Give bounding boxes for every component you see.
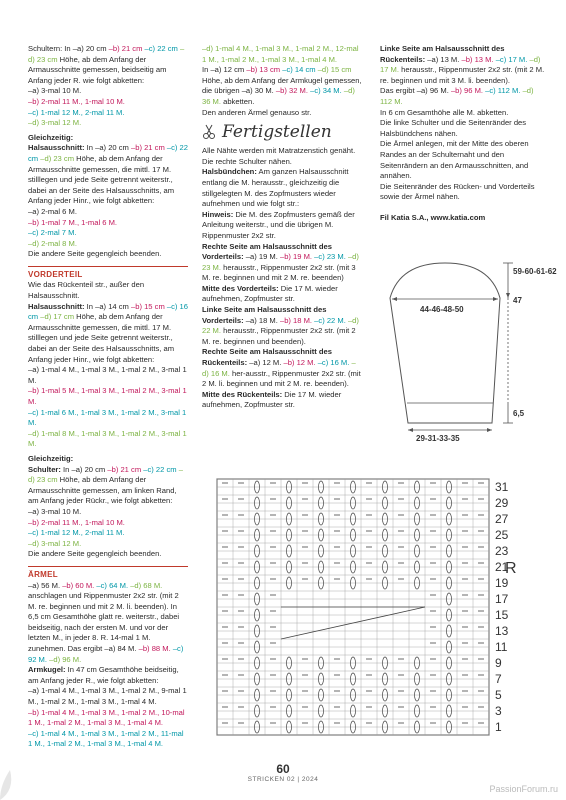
size-c: –c) 92 M. xyxy=(28,644,184,664)
list-item: –d) 3-mal 12 M. xyxy=(28,538,82,548)
divider xyxy=(28,566,188,567)
size-c: –c) 22 cm xyxy=(143,464,177,474)
size-c: –c) 16 M. xyxy=(317,358,350,368)
cap-paragraph xyxy=(28,665,188,686)
list-item: –b) 2-mal 11 M., 1-mal 10 M. xyxy=(28,517,125,527)
page-footer xyxy=(0,762,566,783)
label: Linke Seite am Halsausschnitt des Rückenteils: xyxy=(380,44,505,64)
title-text: Fertigstellen xyxy=(222,121,332,142)
size-d: –d) 16 M. xyxy=(202,358,356,378)
scissors-icon xyxy=(202,124,216,140)
size-a: –a) 14 cm xyxy=(95,301,129,311)
label: Halsausschnitt: xyxy=(28,301,85,311)
text: herausstr., Rippenmuster 2x2 str. (mit 2 M. re. beginnen und beenden). xyxy=(202,326,356,346)
list-item: –a) 2-mal 6 M. xyxy=(28,206,77,216)
section-heading: VORDERTEIL xyxy=(28,269,83,279)
list-item: –c) 1-mal 12 M., 2-mal 11 M. xyxy=(28,528,125,538)
row-label: 15 xyxy=(495,608,509,622)
text: Die 17 M. wieder aufnehmen, Zopfmuster str. xyxy=(202,283,338,304)
list-item: –d) 1-mal 8 M., 1-mal 3 M., 1-mal 2 M., 3-mal 1 M. xyxy=(28,428,187,449)
lsv-paragraph xyxy=(202,305,362,347)
mv-paragraph xyxy=(202,284,362,305)
size-b: –b) 15 cm xyxy=(131,301,165,311)
label: Mitte des Vorderteils: xyxy=(202,283,279,293)
neck-paragraph xyxy=(28,143,188,207)
magazine-name: STRICKEN 02 | 2024 xyxy=(247,776,319,783)
text: Die andere Seite gegengleich beenden. xyxy=(28,249,162,259)
size-b: –b) 21 cm xyxy=(107,464,142,474)
size-d: –d) 17 M. xyxy=(380,54,541,75)
size-b: –b) 18 M. xyxy=(279,315,313,325)
mid-label: 44-46-48-50 xyxy=(420,305,464,314)
size-c: –c) 16 cm xyxy=(28,301,188,322)
text: In 47 cm Gesamthöhe beidseitig, am Anfang jeder R., wie folgt abketten: xyxy=(28,665,179,685)
text: anschlagen und Rippenmuster 2x2 str. (mit 2 M. re. beginnen und mit 2 M. li. beenden). In 6,5 cm Gesamthöhe glatt re. weiterstr., dabei beidseitig, nach der ersten M. und vor der letzten M., in jeder 8. R. 14-mal 1 M. zunehmen. Das ergibt xyxy=(28,591,180,654)
label: Rechte Seite am Halsausschnitt des Vorderteils: xyxy=(202,241,332,262)
row-label: 21 xyxy=(495,560,509,574)
size-b: –b) 13 cm xyxy=(246,65,281,75)
chart-row-labels xyxy=(495,480,509,734)
top-label: 59-60-61-62 xyxy=(513,267,557,276)
size-c: –c) 22 cm xyxy=(144,44,178,53)
size-d: –d) 15 cm xyxy=(317,65,352,75)
size-a: –a) 12 M. xyxy=(249,358,282,368)
text: Schultern: In xyxy=(28,44,73,53)
text: herausstr., Rippenmuster 2x2 str. (mit 2 M. re. beginnen und mit 3 M. li. beenden). xyxy=(380,65,545,85)
size-c: –c) 112 M. xyxy=(485,86,521,96)
text: Die M. des Zopfmusters gemäß der Anleitung weiterstr., und die übrigen M. Rippenmuster 2x2 str. xyxy=(202,209,355,240)
text: Den anderen Ärmel genauso str. xyxy=(202,107,312,117)
list-item: –c) 2-mal 7 M. xyxy=(28,228,77,238)
size-c: –c) 22 cm xyxy=(28,143,188,163)
size-b: –b) 21 cm xyxy=(131,143,165,153)
text: Die linke Schulter und die Seitenränder des Halsbündchens nähen. xyxy=(380,118,527,138)
text: Die Seitenränder des Rücken- und Vorderteils sowie der Ärmel nähen. xyxy=(380,181,535,202)
size-b: –b) 13 M. xyxy=(461,54,494,64)
list-item: –d) 3-mal 12 M. xyxy=(28,118,82,128)
list-item: –d) 1-mal 4 M., 1-mal 3 M., 1-mal 2 M., 12-mal 1 M., 1-mal 2 M., 1-mal 3 M., 1-mal 4 M. xyxy=(202,44,359,64)
row-label: 17 xyxy=(495,592,509,606)
label: Armkugel: xyxy=(28,665,66,675)
label: Hinweis: xyxy=(202,209,234,219)
text: herausstr., Rippenmuster 2x2 str. (mit 3 M. re. beginnen und mit 2 M. re. beenden) xyxy=(202,262,356,283)
text: her-ausstr., Rippenmuster 2x2 str. (mit 2 M. li. beginnen und mit 2 M. re. beenden). xyxy=(202,368,361,389)
list-item: –c) 1-mal 4 M., 1-mal 3 M., 1-mal 2 M., 11-mal 1 M., 1-mal 2 M., 1-mal 3 M., 1-mal 4 M. xyxy=(28,728,184,749)
row-label: 31 xyxy=(495,480,509,494)
section-heading: ÄRMEL xyxy=(28,569,58,579)
neckband-paragraph xyxy=(202,167,362,209)
text: Die Ärmel anlegen, mit der Mitte des oberen Randes an der Schulternaht und den Seitenrändern an den Armausschnitten, and annähen. xyxy=(380,139,529,181)
text: Höhe, ab dem Anfang der Armkugel gemessen, die übrigen xyxy=(202,75,362,96)
text: In xyxy=(202,65,211,75)
column-2 xyxy=(202,44,362,411)
size-a: –a) 96 M. xyxy=(416,86,449,96)
list-item: –c) 1-mal 12 M., 2-mal 11 M. xyxy=(28,107,125,117)
text: abketten. xyxy=(221,96,255,106)
list-item: –a) 3-mal 10 M. xyxy=(28,506,82,516)
size-d: –d) 17 cm xyxy=(40,312,75,322)
row-label: 27 xyxy=(495,512,509,526)
size-c: –c) 22 M. xyxy=(314,315,346,325)
size-b: –b) 88 M. xyxy=(138,644,171,654)
neck2-paragraph xyxy=(28,302,188,366)
side-label: 47 xyxy=(513,296,522,305)
size-d: –d) 23 cm xyxy=(28,464,183,485)
row-label: 7 xyxy=(495,672,502,686)
row-label: 3 xyxy=(495,704,502,718)
size-d: –d) 23 cm xyxy=(40,153,75,163)
text: In xyxy=(84,143,96,153)
chart-side-letter: R xyxy=(505,560,517,577)
column-1 xyxy=(28,44,188,750)
size-a: –a) 13 M. xyxy=(427,54,460,64)
row-label: 9 xyxy=(495,656,502,670)
section-title-fertigstellen xyxy=(202,121,362,142)
text: Höhe, ab dem Anfang der Armausschnitte gemessen, die mittl. 17 M. stilllegen und jede Seite getrennt weiterstr., dabei an der Seite des Halsausschnitts, am Anfang jeder Hinr., wie folgt abketten: xyxy=(28,312,175,364)
cap-end-paragraph xyxy=(202,65,362,107)
list-item: –b) 1-mal 7 M., 1-mal 6 M. xyxy=(28,217,118,227)
row-label: 11 xyxy=(495,640,508,654)
size-a: –a) 20 cm xyxy=(72,44,107,53)
size-a: –a) 19 M. xyxy=(245,252,278,262)
size-a: –a) 12 cm xyxy=(210,65,245,75)
size-b: –b) 12 M. xyxy=(283,358,316,368)
size-c: –c) 17 M. xyxy=(495,54,528,64)
size-d: –d) 22 M. xyxy=(202,315,359,336)
mr-paragraph xyxy=(202,390,362,411)
leaf-decoration-icon xyxy=(0,770,20,800)
list-item: –c) 1-mal 6 M., 1-mal 3 M., 1-mal 2 M., 3-mal 1 M. xyxy=(28,407,187,428)
shoulder-paragraph xyxy=(28,465,188,507)
text: Am ganzen Halsausschnitt entlang die M. herausstr., gleichzeitig die stillgelegten M. des Zopfmusters wieder aufnehmen und wie folgt str.: xyxy=(202,167,349,209)
size-c: –c) 34 M. xyxy=(310,86,342,96)
list-item: –b) 1-mal 5 M., 1-mal 3 M., 1-mal 2 M., 3-mal 1 M. xyxy=(28,386,187,406)
column-3 xyxy=(380,44,545,224)
sleeve-schematic xyxy=(380,258,557,443)
list-item: –a) 1-mal 4 M., 1-mal 3 M., 1-mal 2 M., 3-mal 1 M. xyxy=(28,365,187,385)
row-label: 5 xyxy=(495,688,502,702)
text: Die 17 M. wieder aufnehmen, Zopfmuster str. xyxy=(202,389,342,410)
list-item: –b) 1-mal 4 M., 1-mal 3 M., 1-mal 2 M., 10-mal 1 M., 1-mal 2 M., 1-mal 3 M., 1-mal 4 M. xyxy=(28,707,185,728)
text: Die andere Seite gegengleich beenden. xyxy=(28,549,162,559)
size-b: –b) 96 M. xyxy=(450,86,484,96)
list-item: –a) 1-mal 4 M., 1-mal 3 M., 1-mal 2 M., 9-mal 1 M., 1-mal 2 M., 1-mal 3 M., 1-mal 4 M. xyxy=(28,686,187,707)
shoulders-paragraph xyxy=(28,44,188,86)
label: Mitte des Rückenteils: xyxy=(202,389,283,399)
list-item: –d) 2-mal 8 M. xyxy=(28,238,77,248)
size-d: –d) 112 M. xyxy=(380,86,534,106)
label: Halsbündchen: xyxy=(202,167,257,177)
note-paragraph xyxy=(202,210,362,242)
size-a: –a) 56 M. xyxy=(28,580,61,590)
text: Höhe, ab dem Anfang der Armausschnitte gemessen, am linken Rand, am Anfang jeder Rückr., wie folgt abketten: xyxy=(28,475,177,506)
text: In xyxy=(84,301,96,311)
size-b: –b) 32 M. xyxy=(275,86,308,96)
rsv-paragraph xyxy=(202,242,362,284)
row-label: 23 xyxy=(495,544,509,558)
text: In 6 cm Gesamthöhe alle M. abketten. xyxy=(380,107,509,117)
size-d: –d) 23 M. xyxy=(202,252,359,272)
sleeve-outline xyxy=(390,263,500,423)
list-item: –b) 2-mal 11 M., 1-mal 10 M. xyxy=(28,96,125,106)
text: In xyxy=(60,464,72,474)
credit-line: Fil Katia S.A., www.katia.com xyxy=(380,212,486,222)
size-d: –d) 96 M. xyxy=(49,654,82,664)
row-label: 29 xyxy=(495,496,509,510)
divider xyxy=(28,266,188,267)
size-d: –d) 23 cm xyxy=(28,44,185,64)
size-a: –a) 20 cm xyxy=(95,143,129,153)
size-b: –b) 19 M. xyxy=(279,252,313,262)
subheading: Gleichzeitig: xyxy=(28,132,74,142)
row-label: 25 xyxy=(495,528,509,542)
size-c: –c) 64 M. xyxy=(96,580,129,590)
size-d: –d) 36 M. xyxy=(202,86,355,106)
size-a: –a) 30 M. xyxy=(241,86,274,96)
size-d: –d) 68 M. xyxy=(130,580,163,590)
size-a: –a) 84 M. xyxy=(104,644,137,654)
list-item: –a) 3-mal 10 M. xyxy=(28,86,82,96)
total-paragraph xyxy=(380,86,545,107)
size-b: –b) 60 M. xyxy=(62,580,95,590)
lsr-paragraph xyxy=(380,44,545,86)
text: Alle Nähte werden mit Matratzenstich genäht. Die rechte Schulter nähen. xyxy=(202,146,356,166)
size-c: –c) 14 cm xyxy=(282,65,316,75)
label: Linke Seite am Halsausschnitt des Vorderteils: xyxy=(202,305,327,325)
label: Schulter: xyxy=(28,464,61,474)
text: Höhe, ab dem Anfang der Armausschnitte gemessen, beidseitig am Anfang jeder R. wie folgt abketten: xyxy=(28,54,167,85)
text: Das ergibt xyxy=(380,86,417,96)
chart-grid xyxy=(217,479,489,735)
label: Rechte Seite am Halsausschnitt des Rückenteils: xyxy=(202,347,332,368)
size-b: –b) 21 cm xyxy=(108,44,143,53)
sleeve-paragraph xyxy=(28,581,188,666)
watermark: PassionForum.ru xyxy=(489,784,558,794)
label: Halsausschnitt: xyxy=(28,143,85,153)
text: Wie das Rückenteil str., außer den Halsausschnitt. xyxy=(28,280,145,301)
row-label: 19 xyxy=(495,576,509,590)
subheading: Gleichzeitig: xyxy=(28,453,74,463)
text: Höhe, ab dem Anfang der Armausschnitte gemessen, die mittl. 17 M. stilllegen und jede Seite getrennt weiterstr., dabei an der Seite des Halsausschnitts, am Anfang jeder Hinr., wie folgt abketten: xyxy=(28,153,175,206)
knitting-chart xyxy=(215,473,525,743)
cuff-label: 6,5 xyxy=(513,409,525,418)
page-number: 60 xyxy=(276,762,290,776)
size-a: –a) 20 cm xyxy=(71,464,106,474)
row-label: 1 xyxy=(495,720,502,734)
row-label: 13 xyxy=(495,624,509,638)
size-c: –c) 23 M. xyxy=(314,252,346,262)
size-a: –a) 18 M. xyxy=(245,315,278,325)
bottom-label: 29-31-33-35 xyxy=(416,434,460,443)
rsr-paragraph xyxy=(202,347,362,389)
